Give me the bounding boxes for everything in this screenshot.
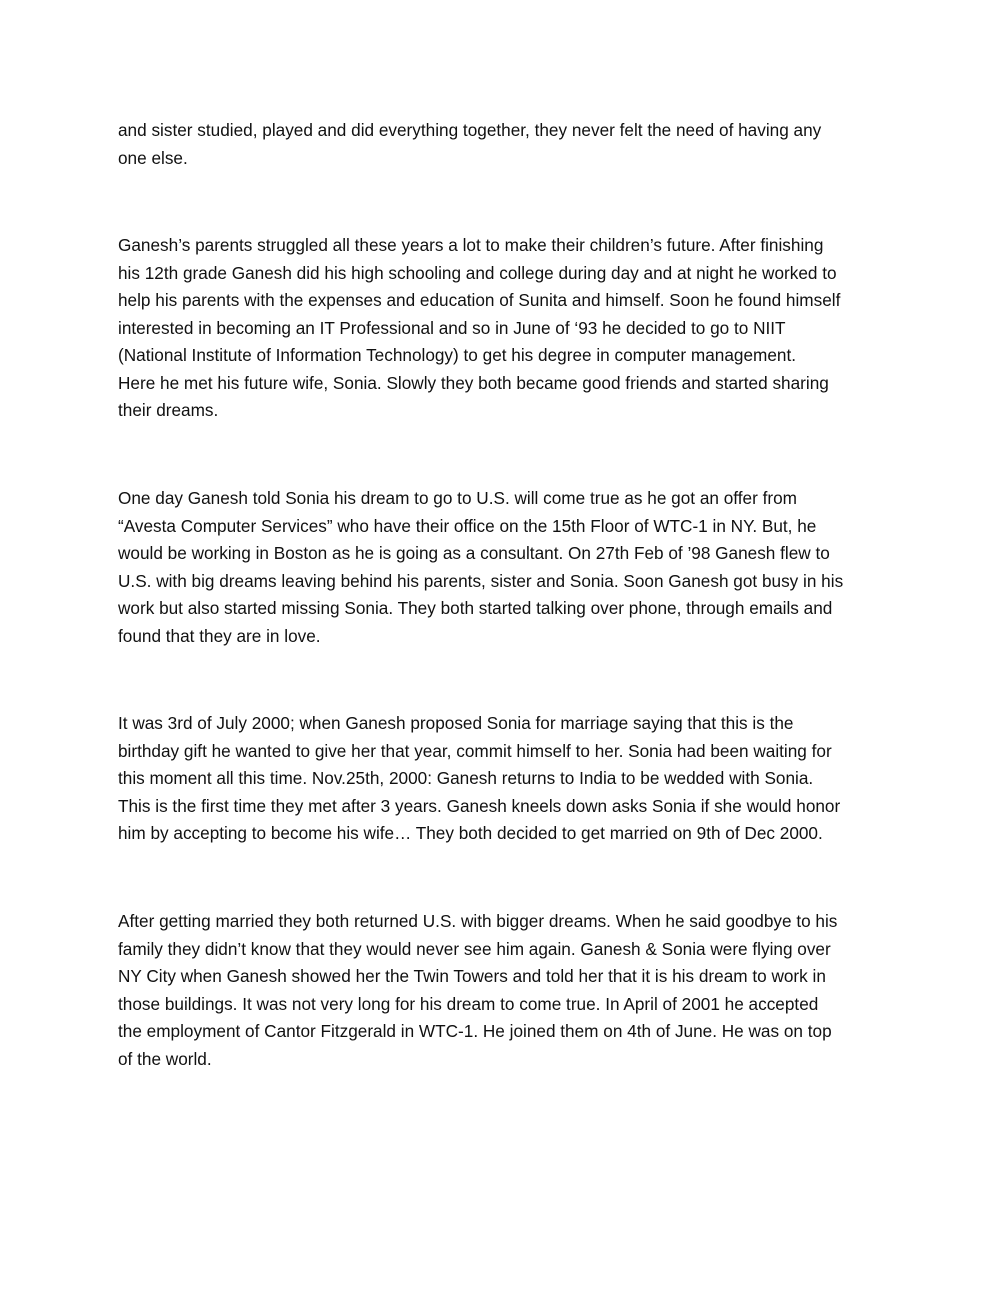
paragraph-line: of the world. [118,1048,212,1069]
paragraph-3 [118,485,888,650]
paragraph-line: would be working in Boston as he is going as a consultant. On 27th Feb of ’98 Ganesh flew to [118,543,830,563]
paragraph-5 [118,908,888,1073]
paragraph-line: NY City when Ganesh showed her the Twin Towers and told her that it is his dream to work in [118,966,826,986]
paragraph-line: the employment of Cantor Fitzgerald in WTC-1. He joined them on 4th of June. He was on top [118,1021,832,1041]
paragraph-line: him by accepting to become his wife… They both decided to get married on 9th of Dec 2000. [118,823,823,843]
paragraph-line: Ganesh’s parents struggled all these years a lot to make their children’s future. After finishing [118,235,824,255]
paragraph-line: “Avesta Computer Services” who have their office on the 15th Floor of WTC-1 in NY. But, he [118,515,817,536]
paragraph-line: After getting married they both returned U.S. with bigger dreams. When he said goodbye to his [118,911,838,931]
paragraph-line: This is the first time they met after 3 years. Ganesh kneels down asks Sonia if she would honor [118,795,841,816]
paragraph-line: Here he met his future wife, Sonia. Slowly they both became good friends and started sharing [118,372,829,393]
paragraph-4 [118,710,888,848]
paragraph-2 [118,232,888,425]
paragraph-1 [118,117,888,172]
paragraph-line: One day Ganesh told Sonia his dream to go to U.S. will come true as he got an offer from [118,488,797,508]
paragraph-line: their dreams. [118,400,219,420]
paragraph-line: help his parents with the expenses and education of Sunita and himself. Soon he found himself [118,290,841,310]
paragraph-line: It was 3rd of July 2000; when Ganesh proposed Sonia for marriage saying that this is the [118,713,794,733]
paragraph-line: family they didn’t know that they would never see him again. Ganesh & Sonia were flying over [118,938,831,959]
paragraph-line: his 12th grade Ganesh did his high schooling and college during day and at night he worked to [118,262,837,283]
paragraph-line: found that they are in love. [118,625,321,646]
paragraph-line: this moment all this time. Nov.25th, 2000: Ganesh returns to India to be wedded with Sonia. [118,768,814,788]
paragraph-line: and sister studied, played and did everything together, they never felt the need of having any [118,120,822,140]
paragraph-line: interested in becoming an IT Professional and so in June of ‘93 he decided to go to NIIT [118,317,786,338]
paragraph-line: one else. [118,147,188,168]
paragraph-line: birthday gift he wanted to give her that year, commit himself to her. Sonia had been waiting for [118,740,832,761]
paragraph-line: those buildings. It was not very long for his dream to come true. In April of 2001 he accepted [118,993,819,1014]
paragraph-line: (National Institute of Information Technology) to get his degree in computer management. [118,345,797,365]
paragraph-line: U.S. with big dreams leaving behind his parents, sister and Sonia. Soon Ganesh got busy in his [118,570,844,591]
paragraph-line: work but also started missing Sonia. They both started talking over phone, through emails and [118,598,833,618]
